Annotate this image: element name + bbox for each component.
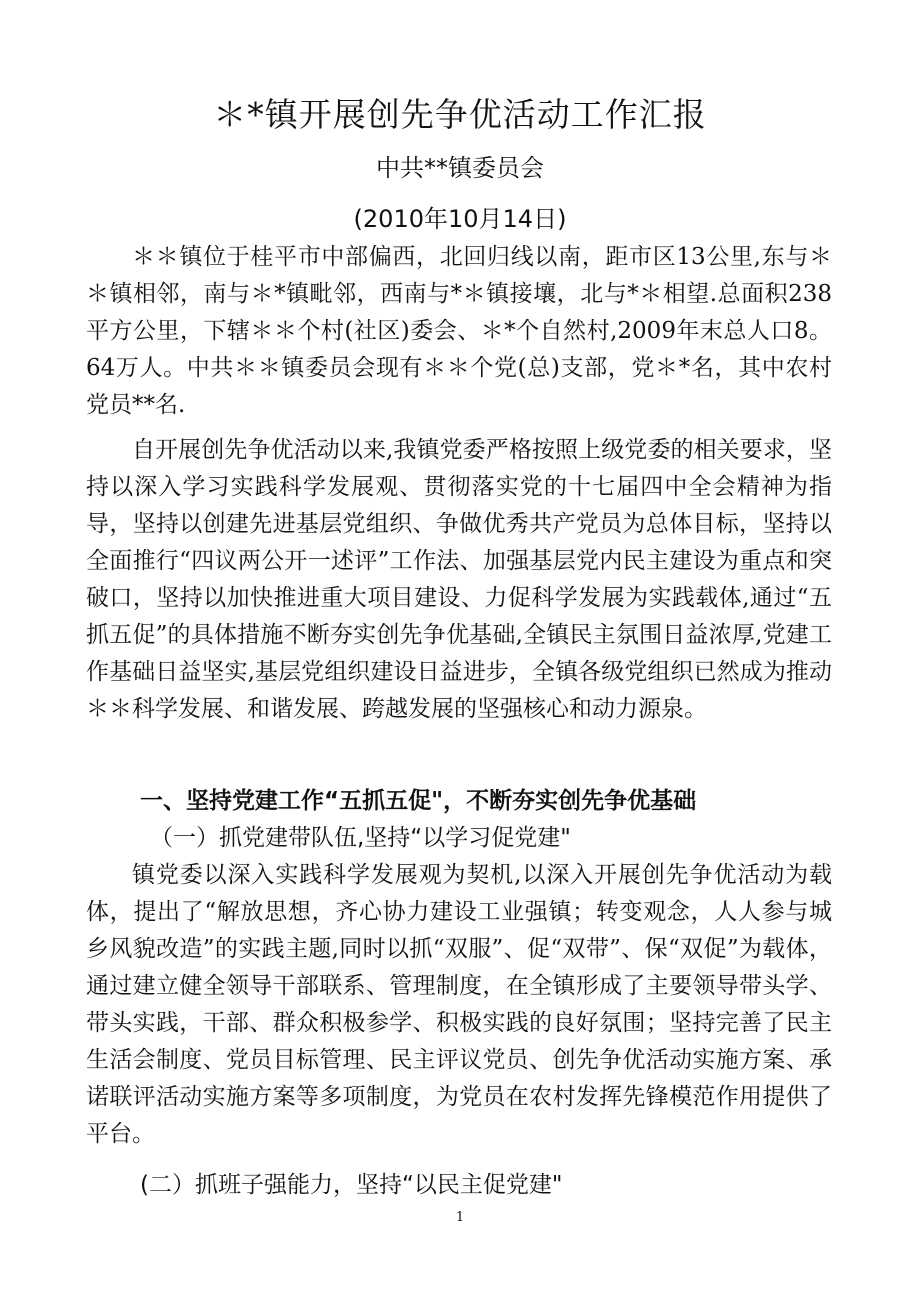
paragraph-subsection-1: 镇党委以深入实践科学发展观为契机,以深入开展创先争优活动为载体，提出了“解放思想，齐心协力建设工业强镇；转变观念，人人参与城乡风貌改造”的实践主题,同时以抓“双服”、促“双带”、保“双促”为载体，通过建立健全领导干部联系、管理制度，在全镇形成了主要领导带头学、带头实践，干部、群众积极参学、积极实践的良好氛围；坚持完善了民主生活会制度、党员目标管理、民主评议党员、创先争优活动实施方案、承诺联评活动实施方案等多项制度，为党员在农村发挥先锋模范作用提供了平台。 [86, 862, 832, 1147]
section-heading-1: 一、坚持党建工作“五抓五促"，不断夯实创先争优基础 [140, 788, 697, 814]
document-title: ＊*镇开展创先争优活动工作汇报 [213, 95, 707, 134]
subsection-heading-2: (二）抓班子强能力，坚持“以民主促党建" [140, 1172, 563, 1198]
document-date: (2010年10月14日) [353, 205, 567, 233]
issuing-organization: 中共**镇委员会 [376, 154, 544, 182]
subsection-heading-1: （一）抓党建带队伍,坚持“以学习促党建" [150, 825, 571, 851]
paragraph-introduction: ＊＊镇位于桂平市中部偏西，北回归线以南，距市区13公里,东与＊＊镇相邻，南与＊*镇毗邻，西南与*＊镇接壤，北与*＊相望.总面积238平方公里，下辖＊＊个村(社区)委会、＊*个自然村,2009年末总人口8。64万人。中共＊＊镇委员会现有＊＊个党(总)支部，党＊*名，其中农村党员**名. [86, 244, 832, 418]
page-number: 1 [455, 1210, 465, 1225]
paragraph-overview: 自开展创先争优活动以来,我镇党委严格按照上级党委的相关要求，坚持以深入学习实践科学发展观、贯彻落实党的十七届四中全会精神为指导，坚持以创建先进基层党组织、争做优秀共产党员为总体目标，坚持以全面推行“四议两公开一述评”工作法、加强基层党内民主建设为重点和突破口，坚持以加快推进重大项目建设、力促科学发展为实践载体,通过“五抓五促”的具体措施不断夯实创先争优基础,全镇民主氛围日益浓厚,党建工作基础日益坚实,基层党组织建设日益进步，全镇各级党组织已然成为推动＊＊科学发展、和谐发展、跨越发展的坚强核心和动力源泉。 [86, 437, 832, 722]
